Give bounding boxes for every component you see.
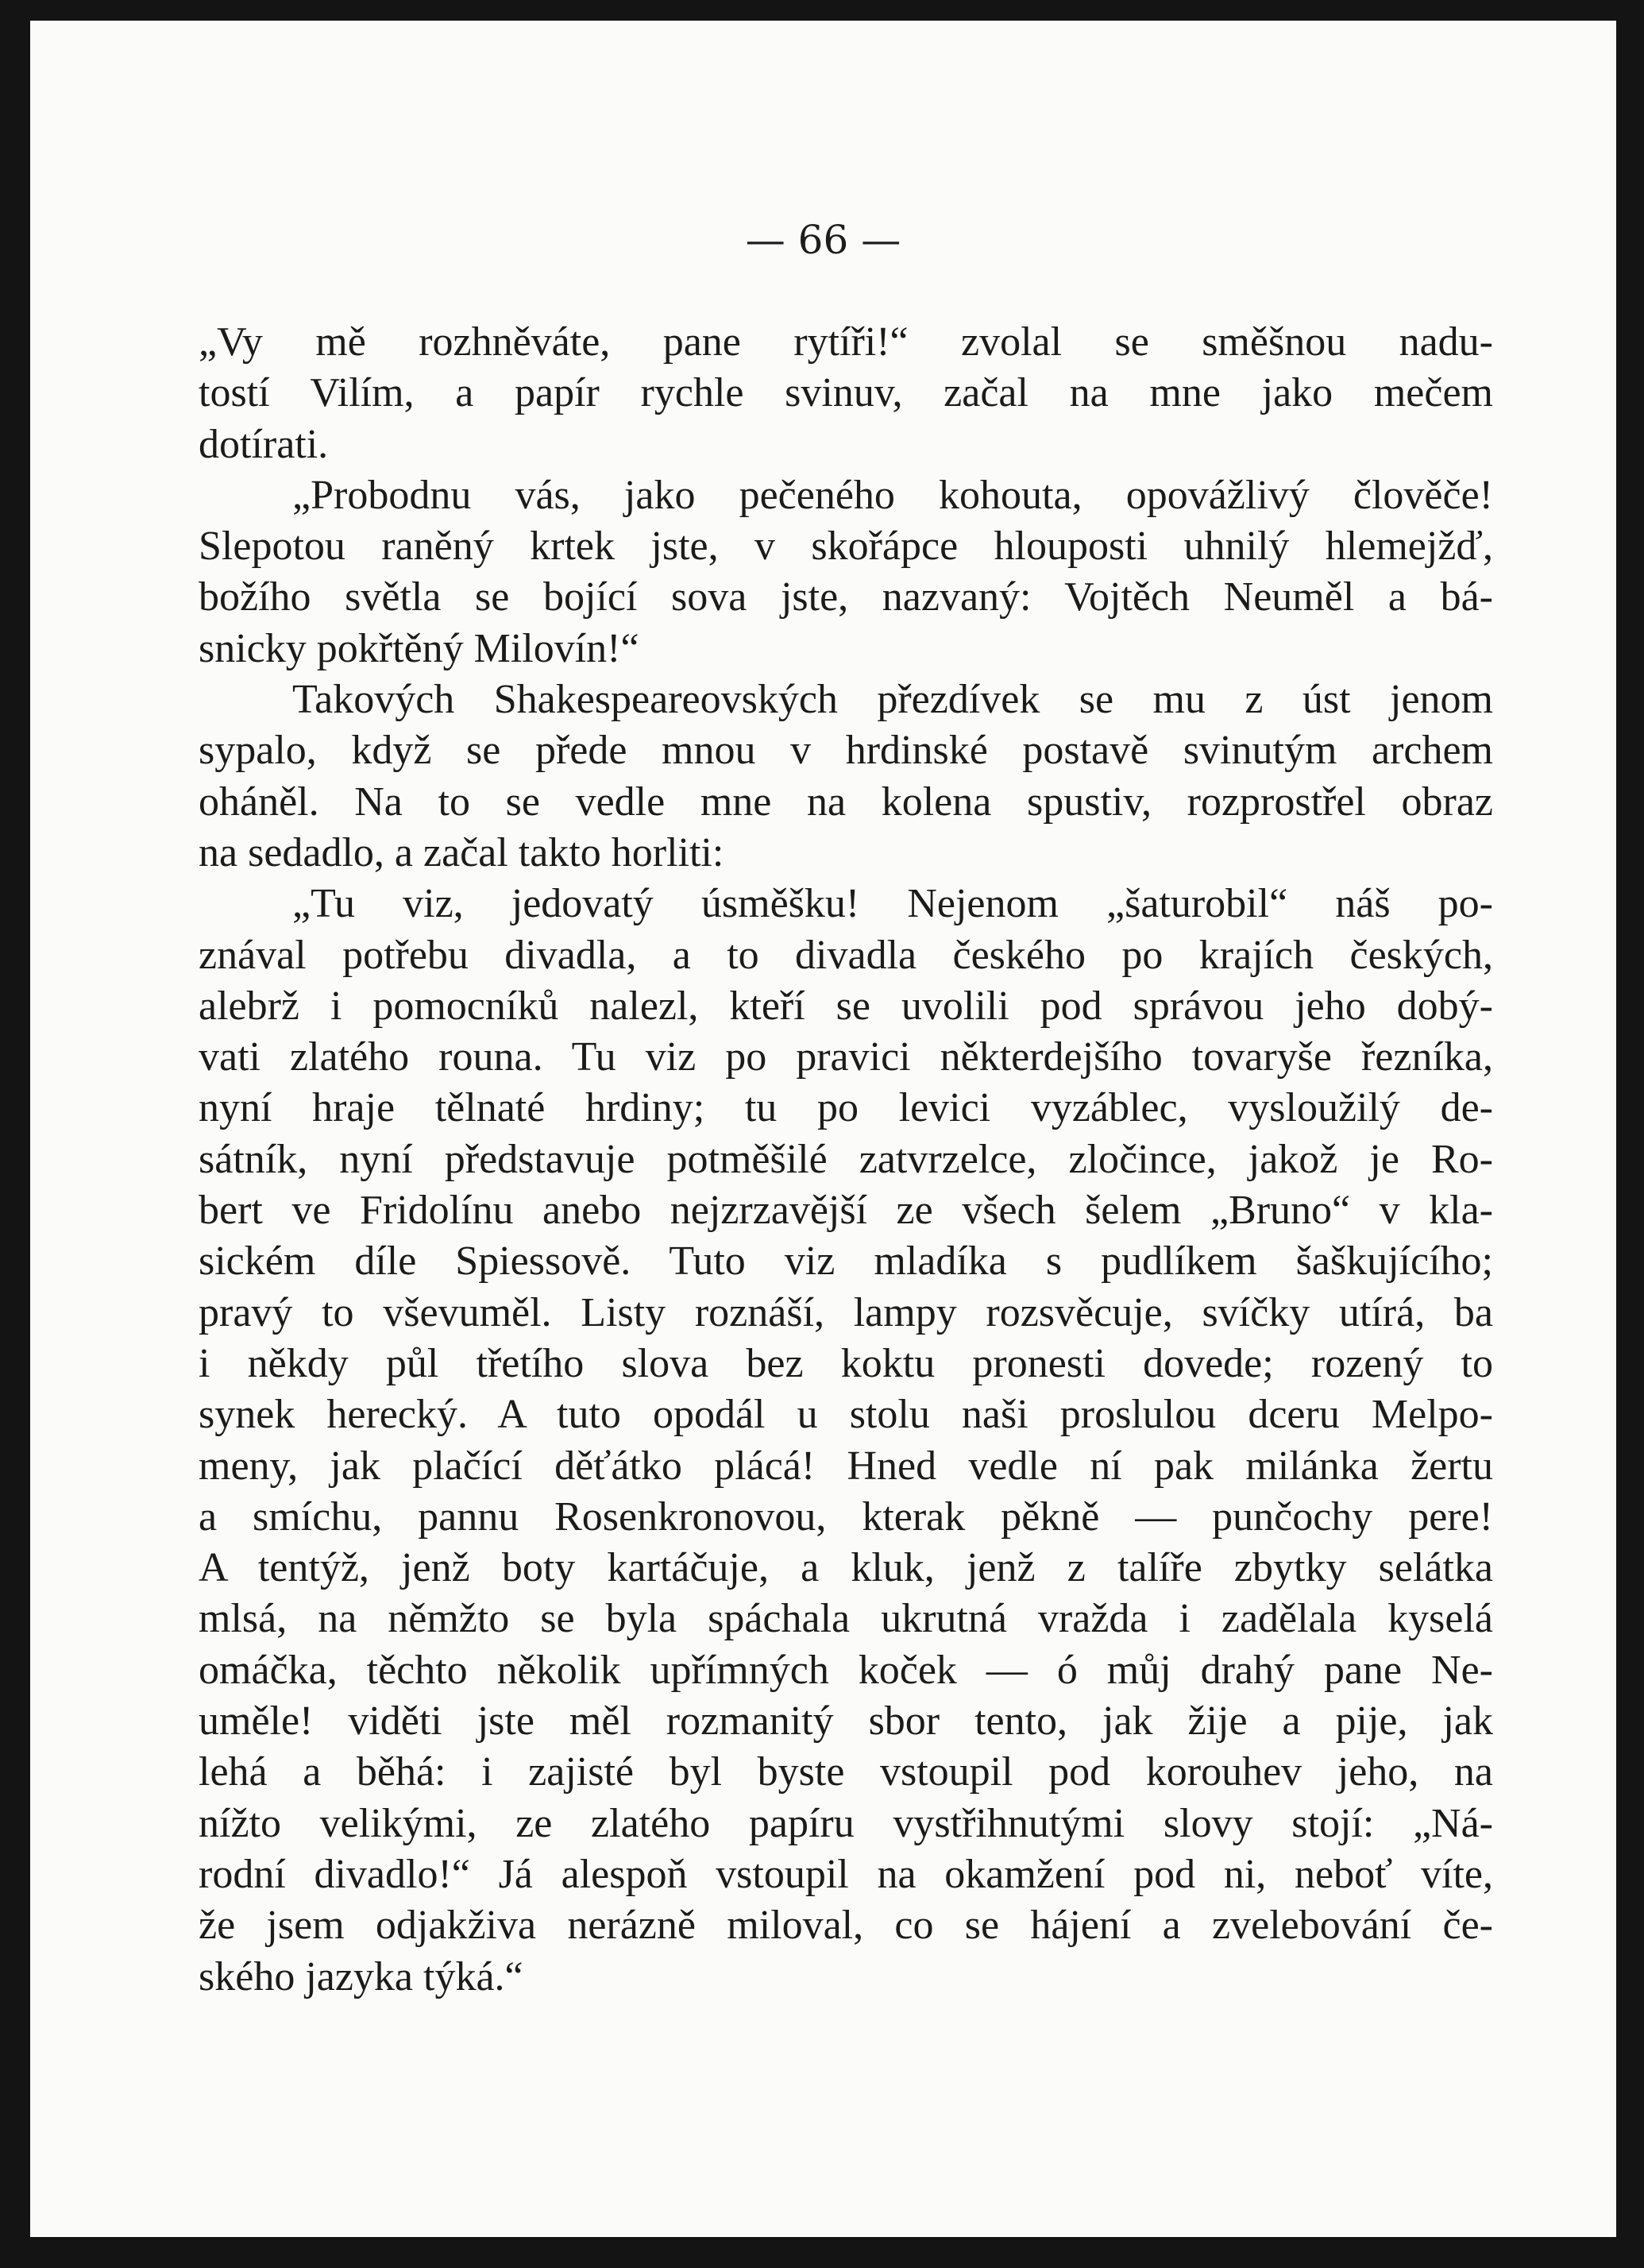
text-line: sátník, nyní představuje potměšilé zatvrzelce, zločince, jakož je Ro- — [199, 1136, 1493, 1182]
text-line: ského jazyka týká.“ — [199, 1953, 523, 1999]
text-line: znával potřebu divadla, a to divadla českého po krajích českých, — [199, 932, 1493, 978]
text-line: mlsá, na němžto se byla spáchala ukrutná vražda i zadělala kyselá — [199, 1596, 1493, 1642]
text-line: sickém díle Spiessově. Tuto viz mladíka s pudlíkem šaškujícího; — [199, 1238, 1493, 1285]
text-line: rodní divadlo!“ Já alespoň vstoupil na okamžení pod ni, neboť víte, — [199, 1851, 1493, 1897]
text-line: a smíchu, pannu Rosenkronovou, kterak pěkně — punčochy pere! — [199, 1493, 1493, 1540]
text-line: sypalo, když se přede mnou v hrdinské postavě svinutým archem — [199, 728, 1493, 774]
text-line: Slepotou raněný krtek jste, v skořápce hlouposti uhnilý hlemejžď, — [199, 524, 1493, 570]
text-line: nyní hraje tělnaté hrdiny; tu po levici vyzáblec, vysloužilý de- — [199, 1085, 1493, 1131]
text-line: bert ve Fridolínu anebo nejzrzavější ze všech šelem „Bruno“ v kla- — [199, 1188, 1493, 1234]
text-line: pravý to vševuměl. Listy roznáší, lampy rozsvěcuje, svíčky utírá, ba — [199, 1289, 1493, 1335]
text-line: oháněl. Na to se vedle mne na kolena spustiv, rozprostřel obraz — [199, 779, 1493, 825]
text-line: A tentýž, jenž boty kartáčuje, a kluk, jenž z talíře zbytky selátka — [199, 1545, 1493, 1591]
text-line: „Probodnu vás, jako pečeného kohouta, opovážlivý člověče! — [292, 472, 1493, 518]
text-line: „Tu viz, jedovatý úsměšku! Nejenom „šaturobil“ náš po- — [292, 881, 1493, 927]
text-line: meny, jak plačící děťátko plácá! Hned vedle ní pak milánka žertu — [199, 1443, 1493, 1489]
page-number: — 66 — — [745, 217, 901, 263]
text-line: Takových Shakespeareovských přezdívek se mu z úst jenom — [292, 677, 1493, 723]
text-line: nížto velikými, ze zlatého papíru vystřihnutými slovy stojí: „Ná- — [199, 1800, 1493, 1846]
text-line: alebrž i pomocníků nalezl, kteří se uvolili pod správou jeho dobý- — [199, 983, 1493, 1029]
text-line: snicky pokřtěný Milovín!“ — [199, 625, 639, 671]
text-line: vati zlatého rouna. Tu viz po pravici některdejšího tovaryše řezníka, — [199, 1034, 1493, 1080]
body-text — [199, 317, 1493, 2003]
text-line: omáčka, těchto několik upřímných koček — ó můj drahý pane Ne- — [199, 1647, 1493, 1693]
text-line: že jsem odjakživa nerázně miloval, co se hájení a zvelebování če- — [199, 1903, 1493, 1949]
text-line: na sedadlo, a začal takto horliti: — [199, 829, 724, 875]
book-page — [30, 21, 1616, 2237]
text-line: uměle! viděti jste měl rozmanitý sbor tento, jak žije a pije, jak — [199, 1698, 1493, 1744]
text-line: i někdy půl třetího slova bez koktu pronesti dovede; rozený to — [199, 1340, 1493, 1386]
text-line: „Vy mě rozhněváte, pane rytíři!“ zvolal se směšnou nadu- — [199, 319, 1493, 365]
text-line: tostí Vilím, a papír rychle svinuv, začal na mne jako mečem — [199, 370, 1493, 416]
text-line: lehá a běhá: i zajisté byl byste vstoupil pod korouhev jeho, na — [199, 1749, 1493, 1795]
text-line: božího světla se bojící sova jste, nazvaný: Vojtěch Neuměl a bá- — [199, 574, 1493, 620]
text-line: dotírati. — [199, 421, 329, 467]
text-line: synek herecký. A tuto opodál u stolu naši proslulou dceru Melpo- — [199, 1392, 1493, 1438]
